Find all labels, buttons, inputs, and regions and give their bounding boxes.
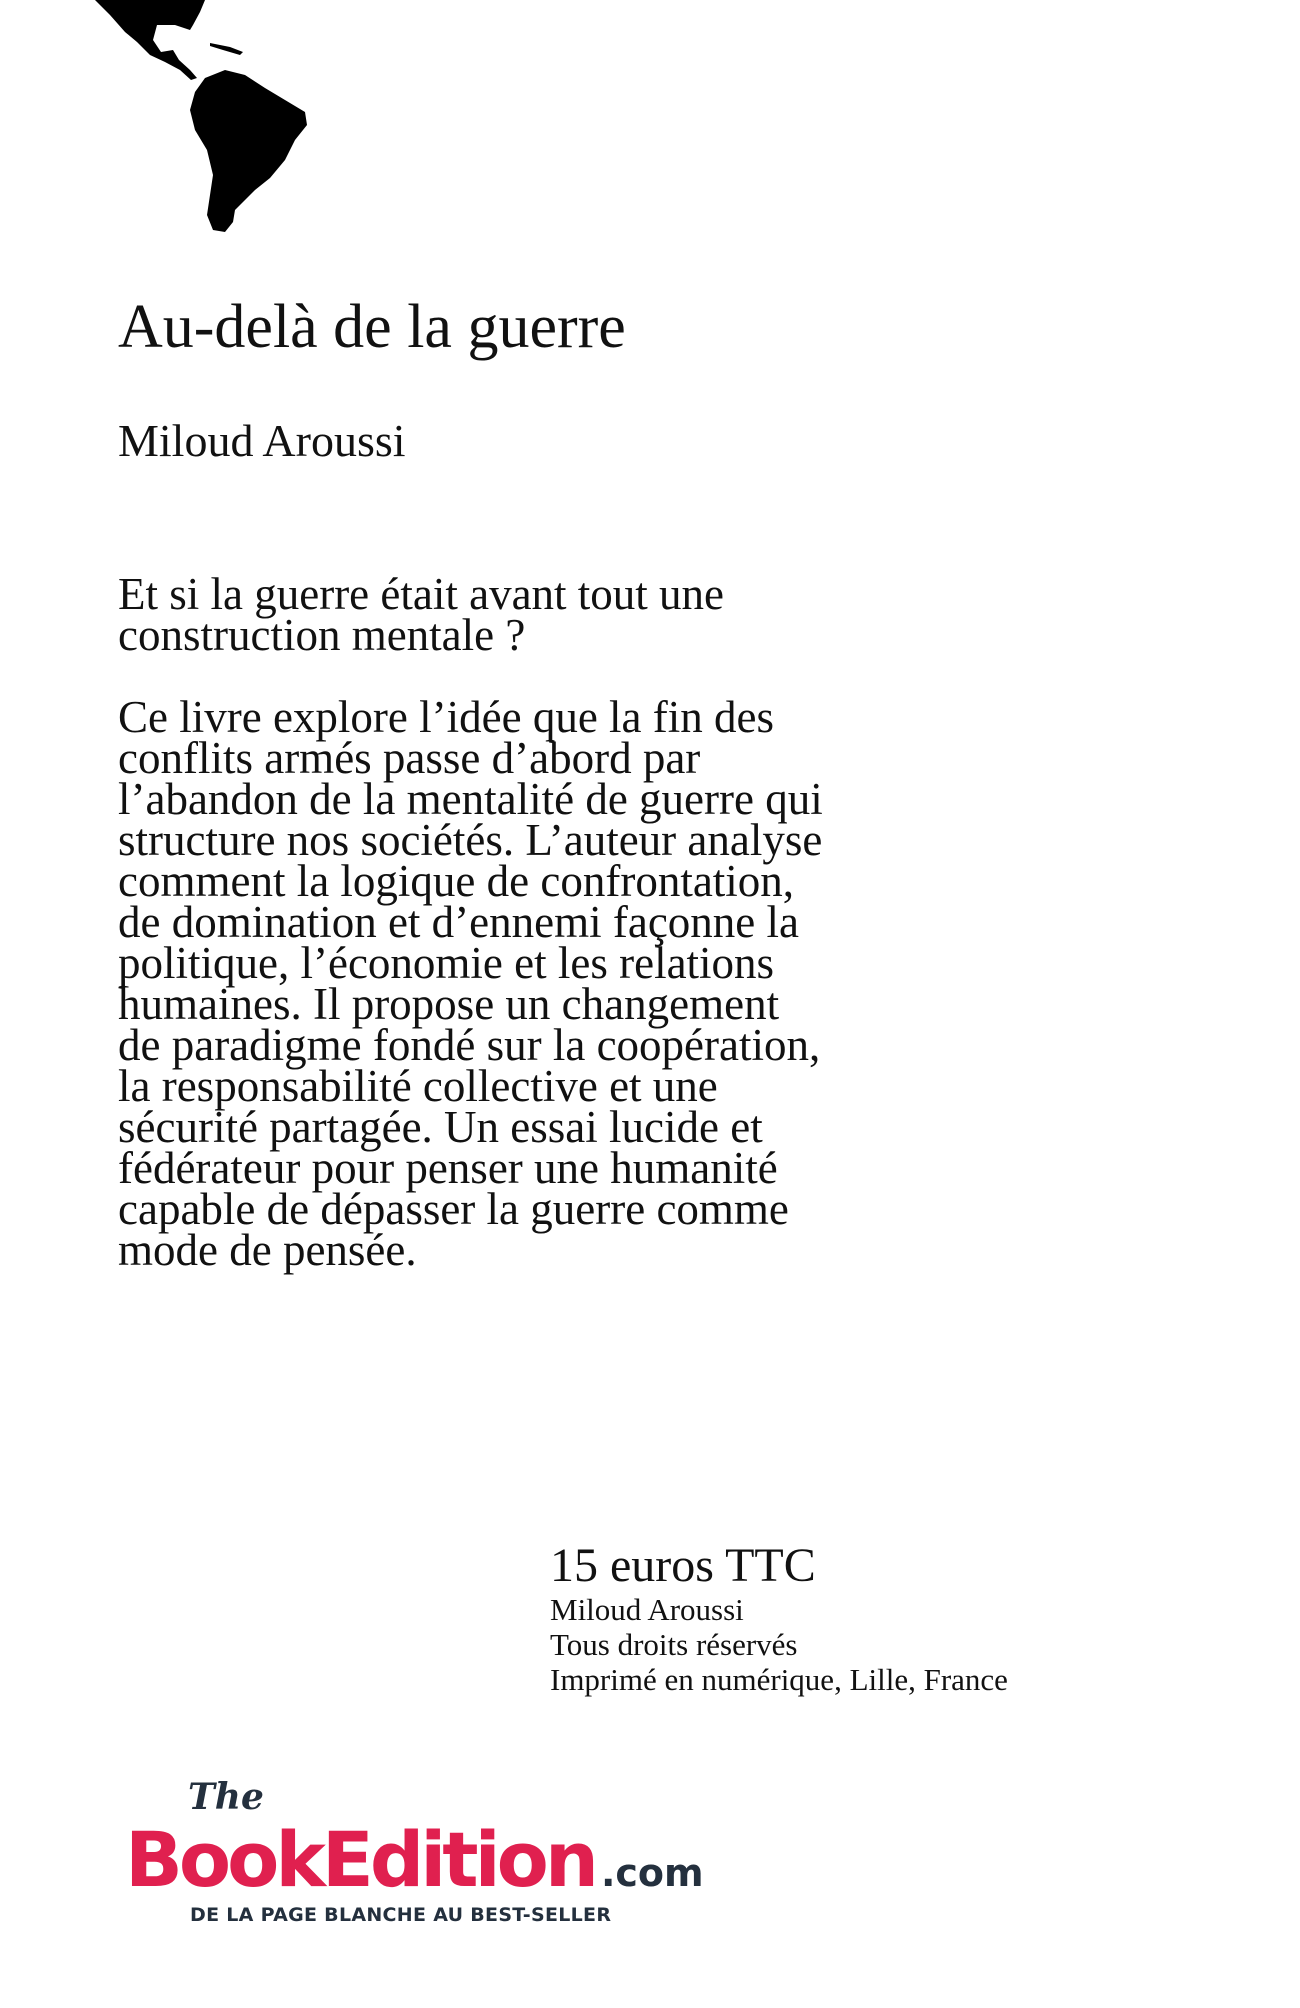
book-title: Au-delà de la guerre <box>118 293 626 361</box>
blurb-line: humaines. Il propose un changement <box>118 979 780 1029</box>
blurb-line: structure nos sociétés. L’auteur analyse <box>118 815 823 865</box>
caribbean-islands-shape <box>210 43 243 55</box>
blurb-line: comment la logique de confrontation, <box>118 856 795 906</box>
blurb-line: de domination et d’ennemi façonne la <box>118 897 799 947</box>
blurb-line: capable de dépasser la guerre comme <box>118 1184 789 1234</box>
back-cover-blurb <box>118 569 1018 1312</box>
blurb-line: l’abandon de la mentalité de guerre qui <box>118 774 823 824</box>
blurb-line: politique, l’économie et les relations <box>118 938 775 988</box>
colophon <box>550 1540 1008 1697</box>
colophon-author: Miloud Aroussi <box>550 1592 744 1627</box>
blurb-line: fédérateur pour penser une humanité <box>118 1143 778 1193</box>
logo-tagline: DE LA PAGE BLANCHE AU BEST-SELLER <box>190 1904 612 1926</box>
blurb-line: de paradigme fondé sur la coopération, <box>118 1020 821 1070</box>
americas-map-illustration <box>95 0 325 240</box>
blurb-line: la responsabilité collective et une <box>118 1061 718 1111</box>
blurb-body <box>118 692 1018 1275</box>
blurb-line: sécurité partagée. Un essai lucide et <box>118 1102 763 1152</box>
printing-info: Imprimé en numérique, Lille, France <box>550 1662 1008 1697</box>
book-author: Miloud Aroussi <box>118 415 406 466</box>
publisher-logo <box>125 1776 704 1928</box>
logo-domain: .com <box>600 1851 704 1895</box>
blurb-line: Et si la guerre était avant tout une <box>118 569 725 619</box>
blurb-line: construction mentale ? <box>118 610 526 660</box>
south-america-shape <box>190 70 307 232</box>
blurb-line: conflits armés passe d’abord par <box>118 733 701 783</box>
rights-notice: Tous droits réservés <box>550 1627 798 1662</box>
blurb-line: mode de pensée. <box>118 1225 417 1275</box>
logo-brand: BookEdition <box>125 1815 595 1904</box>
blurb-teaser <box>118 569 1018 660</box>
blurb-line: Ce livre explore l’idée que la fin des <box>118 692 774 742</box>
logo-wordmark <box>125 1815 704 1904</box>
price: 15 euros TTC <box>550 1539 816 1592</box>
logo-the: The <box>188 1776 264 1818</box>
north-central-america-shape <box>95 0 205 80</box>
